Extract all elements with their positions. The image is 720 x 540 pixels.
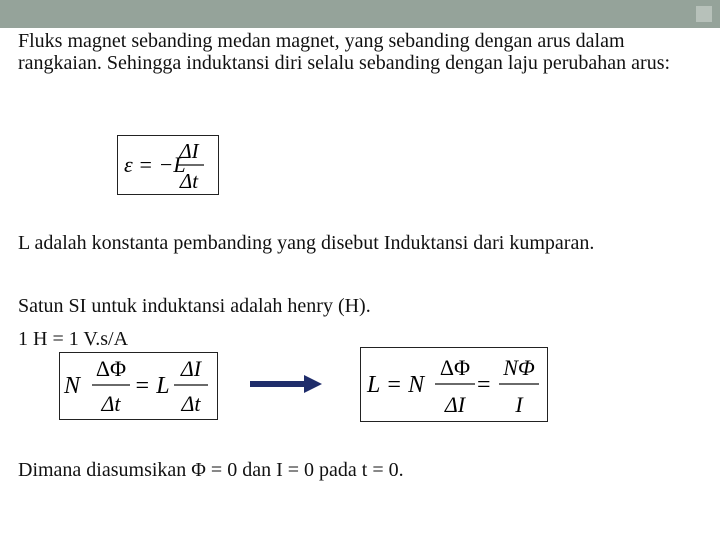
eq3-lhs: L = N [367,372,425,398]
top-bar-notch [696,6,712,22]
eq3-equals: = [477,372,491,398]
definition-paragraph: L adalah konstanta pembanding yang disebut Induktansi dari kumparan. [18,232,595,254]
inductance-result-equation [360,347,548,422]
self-inductance-equation [117,135,219,195]
eq2-middle: = L [134,373,170,399]
eq2-numerator-1: ΔΦ [95,356,127,381]
eq1-numerator: ΔI [179,139,199,163]
eq1-denominator: Δt [179,169,199,193]
si-unit-paragraph: Satun SI untuk induktansi adalah henry (H). [18,295,371,317]
eq3-numerator-1: ΔΦ [439,355,471,380]
intro-paragraph: Fluks magnet sebanding medan magnet, yang sebanding dengan arus dalam rangkaian. Sehingga induktansi diri selalu sebanding dengan laju perubahan arus: [18,30,671,74]
eq3-denominator-1: ΔI [444,392,466,417]
eq3-numerator-2: NΦ [503,355,535,380]
eq2-denominator-1: Δt [101,391,121,416]
henry-definition: 1 H = 1 V.s/A [18,328,129,350]
eq2-numerator-2: ΔI [180,356,202,381]
eq3-denominator-2: I [515,392,523,417]
assumption-paragraph: Dimana diasumsikan Φ = 0 dan I = 0 pada t = 0. [18,459,404,481]
flux-equation-box [59,352,218,420]
slide-top-bar [0,0,720,28]
eq1-lhs: ε = −L [124,152,186,177]
right-arrow-icon [250,374,322,394]
eq2-n: N [64,373,81,399]
eq2-denominator-2: Δt [181,391,201,416]
